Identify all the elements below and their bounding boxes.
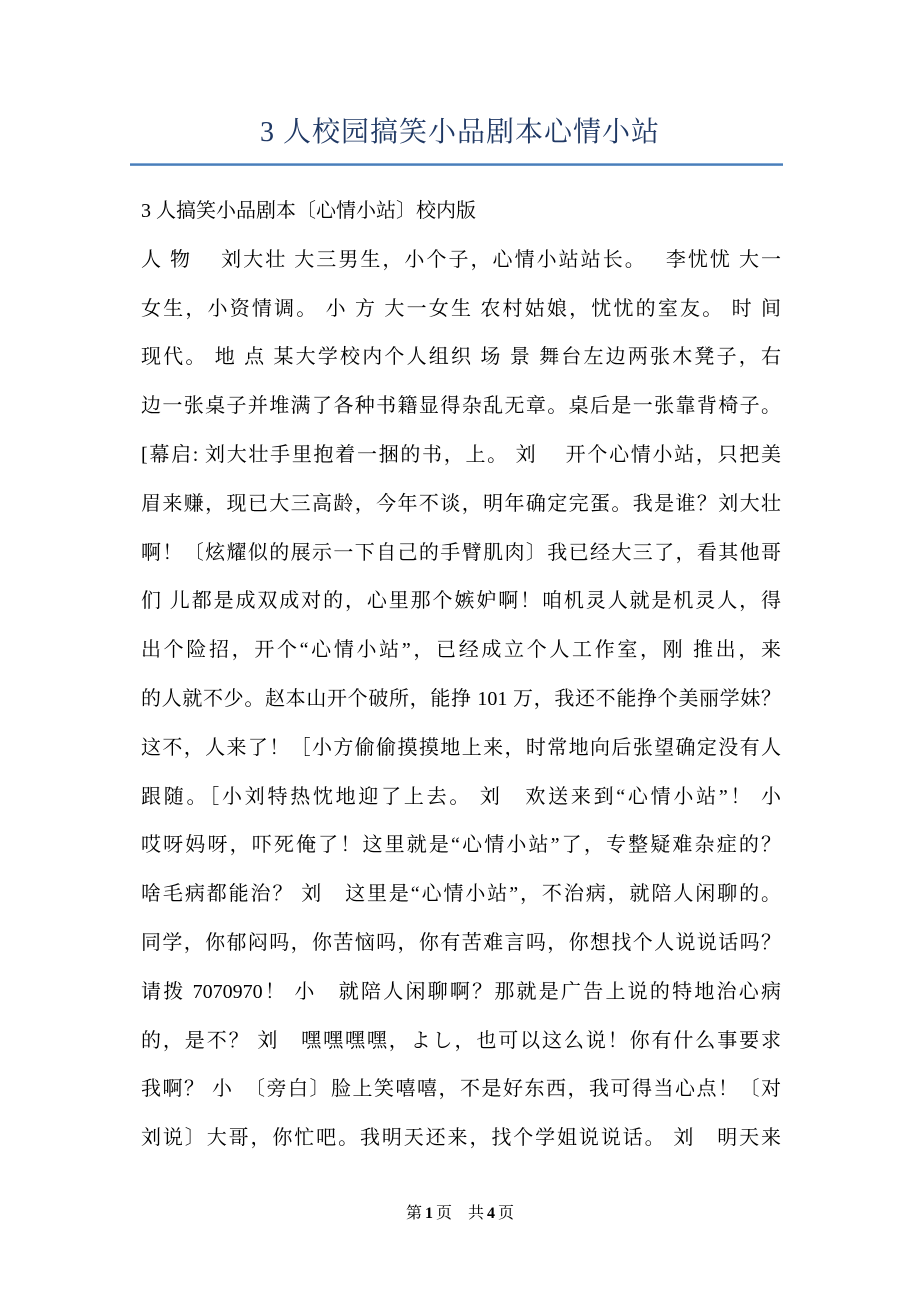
current-page-number: 1 (424, 1205, 433, 1222)
text-line: 现代。 地 点 某大学校内个人组织 场 景 舞台左边两张木凳子，右 (141, 346, 781, 369)
text-line: 的人就不少。赵本山开个破所，能挣 101 万，我还不能挣个美丽学妹？ (141, 687, 781, 710)
text-line: 3 人搞笑小品剧本〔心情小站〕校内版 (141, 200, 476, 222)
text-line: 人 物 刘大壮 大三男生，小个子，心情小站站长。 李忧忧 大一 (141, 248, 781, 271)
page-footer (0, 1200, 920, 1223)
text-line: 请拨 7070970！ 小 就陪人闲聊啊？那就是广告上说的特地治心病 (141, 980, 781, 1003)
text-line: 刘说〕大哥，你忙吧。我明天还来，找个学姐说说话。 刘 明天来 (141, 1127, 781, 1150)
text-line: 啊！〔炫耀似的展示一下自己的手臂肌肉〕我已经大三了，看其他哥 (141, 541, 781, 564)
text-line: 啥毛病都能治？ 刘 这里是“心情小站”，不治病，就陪人闲聊的。 (141, 883, 781, 906)
text-line: 眉来赚，现已大三高龄，今年不谈，明年确定完蛋。我是谁？刘大壮 (141, 492, 781, 515)
text-line: 们 儿都是成双成对的，心里那个嫉妒啊！咱机灵人就是机灵人，得 (141, 590, 781, 613)
document-title: 3 人校园搞笑小品剧本心情小站 (259, 117, 660, 148)
text-line: 的，是不？ 刘 嘿嘿嘿嘿，よし，也可以这么说！你有什么事要求 (141, 1029, 781, 1052)
title-divider (130, 163, 783, 166)
text-line: 哎呀妈呀，吓死俺了！这里就是“心情小站”了，专整疑难杂症的？ (141, 834, 781, 857)
total-pages-prefix: 共 (468, 1205, 485, 1222)
document-body (141, 187, 781, 1163)
page-number-unit: 页 (435, 1205, 452, 1222)
text-line: 我啊？ 小 〔旁白〕脸上笑嘻嘻，不是好东西，我可得当心点！〔对 (141, 1078, 781, 1101)
text-line: [幕启: 刘大壮手里抱着一捆的书，上。 刘 开个心情小站，只把美 (141, 443, 781, 466)
text-line: 这不，人来了！［小方偷偷摸摸地上来，时常地向后张望确定没有人 (141, 736, 781, 759)
page-number-prefix: 第 (405, 1205, 422, 1222)
total-pages-unit: 页 (498, 1205, 515, 1222)
text-line: 跟随。［小刘特热忱地迎了上去。 刘 欢送来到“心情小站”！ 小 (141, 785, 781, 808)
text-line: 同学，你郁闷吗，你苦恼吗，你有苦难言吗，你想找个人说说话吗？ (141, 931, 781, 954)
text-line: 女生，小资情调。 小 方 大一女生 农村姑娘，忧忧的室友。 时 间 (141, 297, 781, 320)
text-line: 出个险招，开个“心情小站”，已经成立个人工作室，刚 推出，来 (141, 639, 781, 662)
text-line: 边一张桌子并堆满了各种书籍显得杂乱无章。桌后是一张靠背椅子。 (141, 395, 781, 418)
total-pages-number: 4 (487, 1205, 496, 1222)
